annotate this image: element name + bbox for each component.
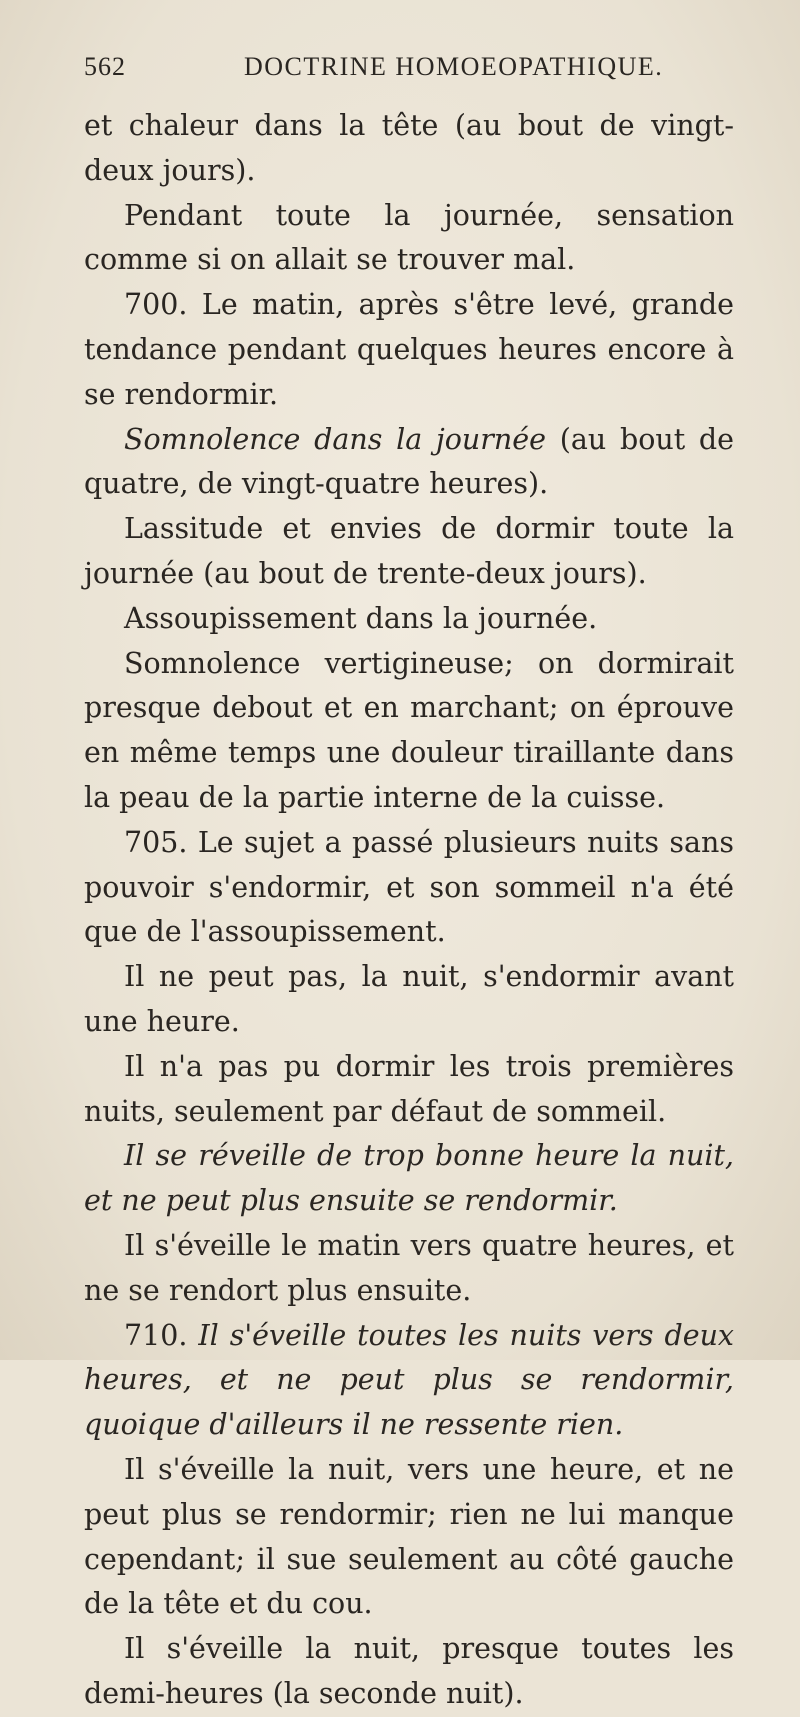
- paragraph: Pendant toute la journée, sensation comme si on allait se trouver mal.: [84, 198, 734, 277]
- page-number: 562: [84, 52, 126, 81]
- paragraph: Lassitude et envies de dormir toute la journée (au bout de trente-deux jours).: [84, 512, 734, 590]
- paragraph: Il n'a pas pu dormir les trois premières nuits, seulement par défaut de sommeil.: [84, 1049, 734, 1128]
- running-title: DOCTRINE HOMOEOPATHIQUE.: [244, 52, 664, 81]
- paragraph: et chaleur dans la tête (au bout de vingt-deux jours).: [84, 109, 734, 187]
- paragraph: Il s'éveille la nuit, presque toutes les demi-heures (la seconde nuit).: [84, 1632, 734, 1710]
- paragraph: Il se réveille de trop bonne heure la nuit, et ne peut plus ensuite se rendormir.: [84, 1139, 734, 1218]
- paragraph: Il s'éveille le matin vers quatre heures, et ne se rendort plus ensuite.: [84, 1228, 734, 1307]
- paragraph: 710. Il s'éveille toutes les nuits vers deux heures, et ne peut plus se rendormir, quoique d'ailleurs il ne ressente rien.: [84, 1318, 735, 1442]
- paragraph: Il ne peut pas, la nuit, s'endormir avant une heure.: [84, 960, 734, 1038]
- page-header: [84, 52, 724, 92]
- paragraph: 700. Le matin, après s'être levé, grande tendance pendant quelques heures encore à se rendormir.: [84, 288, 734, 411]
- paragraph: Assoupissement dans la journée.: [124, 601, 598, 635]
- paragraph: 705. Le sujet a passé plusieurs nuits sans pouvoir s'endormir, et son sommeil n'a été que de l'assoupissement.: [84, 825, 734, 949]
- paragraph: Somnolence vertigineuse; on dormirait presque debout et en marchant; on éprouve en même temps une douleur tiraillante dans la peau de la partie interne de la cuisse.: [84, 646, 734, 814]
- paragraph: Il s'éveille la nuit, vers une heure, et ne peut plus se rendormir; rien ne lui manque cependant; il sue seulement au côté gauche de la tête et du cou.: [84, 1452, 734, 1621]
- page-body: [84, 104, 734, 1717]
- paragraph: Somnolence dans la journée (au bout de quatre, de vingt-quatre heures).: [84, 422, 735, 501]
